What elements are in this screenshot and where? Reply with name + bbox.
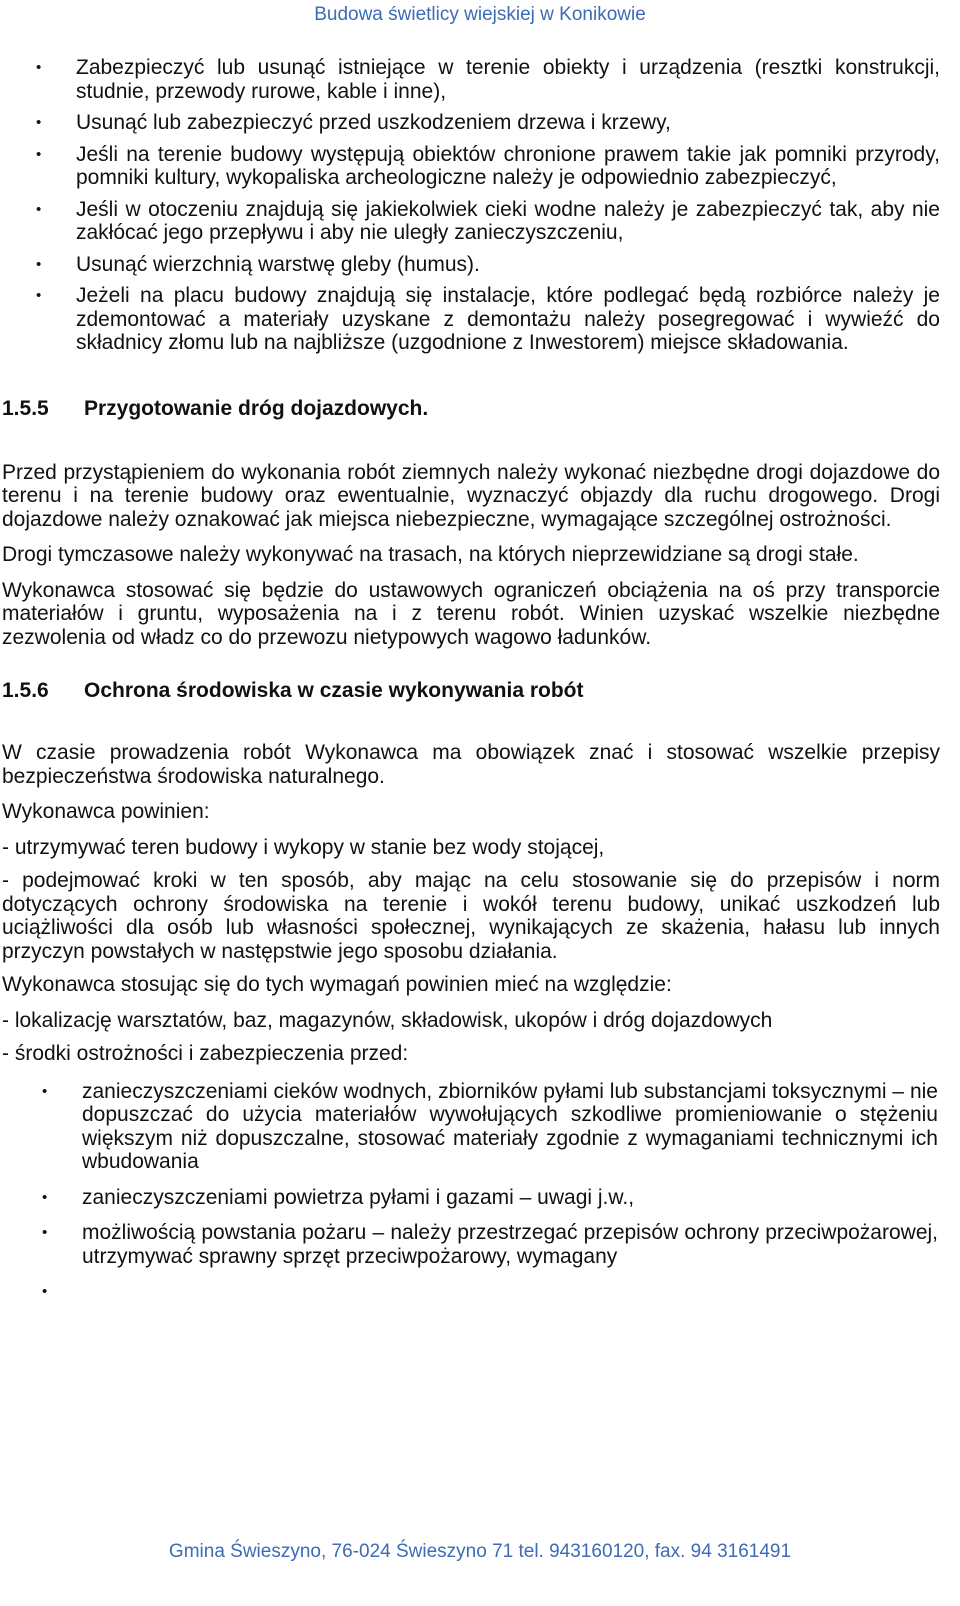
list-item [0,1280,960,1303]
list-item: • Jeśli na terenie budowy występują obiektów chronione prawem takie jak pomniki przyrody, pomniki kultury, wykopaliska archeologiczne należy je odpowiednio zabezpieczyć, [36,142,940,189]
bullet-icon: • [36,145,42,163]
section-number: 1.5.6 [2,679,49,702]
page-header: Budowa świetlicy wiejskiej w Konikowie [314,4,646,25]
bullet-icon: • [36,287,42,304]
list-item: • Usunąć lub zabezpieczyć przed uszkodzeniem drzewa i krzewy, [36,111,671,134]
bullet-icon: • [42,1224,48,1241]
dash-item: - lokalizację warsztatów, baz, magazynów, składowisk, ukopów i dróg dojazdowych [2,1008,773,1032]
paragraph: W czasie prowadzenia robót Wykonawca ma obowiązek znać i stosować wszelkie przepisy bezpieczeństwa środowiska naturalnego. [2,741,940,788]
dash-item: - podejmować kroki w ten sposób, aby mając na celu stosowanie się do przepisów i norm dotyczących ochrony środowiska na terenie i wokół terenu budowy, unikać uszkodzeń lub uciążliwości dla osób lub własności społecznej, wynikających ze skażenia, hałasu lub innych przyczyn powstałych w następstwie jego sposobu działania. [2,869,940,963]
list-item: • zanieczyszczeniami powietrza pyłami i gazami – uwagi j.w., [42,1185,635,1209]
dash-item: - utrzymywać teren budowy i wykopy w stanie bez wody stojącej, [2,835,605,859]
bullet-icon: • [36,59,42,76]
bullet-icon: • [42,1188,48,1206]
section-title: Przygotowanie dróg dojazdowych. [84,396,429,420]
section-heading-1-5-5 [0,397,960,421]
dash-item: - środki ostrożności i zabezpieczenia przed: [2,1042,409,1065]
section-title: Ochrona środowiska w czasie wykonywania robót [84,679,584,702]
list-item: • Jeśli w otoczeniu znajdują się jakiekolwiek cieki wodne należy je zabezpieczyć tak, aby nie zakłócać jego przepływu i aby nie uległy zanieczyszczeniu, [36,197,940,244]
list-item: • możliwością powstania pożaru – należy przestrzegać przepisów ochrony przeciwpożarowej, utrzymywać sprawny sprzęt przeciwpożarowy, wymagany [42,1221,938,1268]
section-number: 1.5.5 [2,396,49,420]
document-body [0,56,960,1315]
protection-bullet-list [0,1080,960,1304]
section-1-5-5-body [0,461,960,650]
bullet-icon: • [36,114,42,131]
bullet-icon: • [36,255,42,273]
bullet-icon: • [36,200,42,218]
paragraph: Przed przystąpieniem do wykonania robót ziemnych należy wykonać niezbędne drogi dojazdowe do terenu i na terenie budowy oraz ewentualnie, wyznaczyć objazdy dla ruchu drogowego. Drogi dojazdowe należy oznakować jak miejsca niebezpieczne, wymagające szczególnej ostrożności. [2,460,940,531]
paragraph: Wykonawca stosując się do tych wymagań powinien mieć na względzie: [2,973,672,996]
section-heading-1-5-6 [0,679,960,703]
page-footer: Gmina Świeszyno, 76-024 Świeszyno 71 tel. 943160120, fax. 94 3161491 [168,1541,792,1562]
bullet-icon: • [42,1283,48,1300]
paragraph: Wykonawca powinien: [2,800,210,823]
preparation-bullet-list [0,56,960,355]
list-item: • Usunąć wierzchnią warstwę gleby (humus). [36,252,480,276]
paragraph: Drogi tymczasowe należy wykonywać na trasach, na których nieprzewidziane są drogi stałe. [2,543,859,566]
paragraph: Wykonawca stosować się będzie do ustawowych ograniczeń obciążenia na oś przy transporcie materiałów i gruntu, wyposażenia na i z terenu robót. Winien uzyskać wszelkie niezbędne zezwolenia od władz co do przewozu nietypowych wagowo ładunków. [2,578,940,649]
list-item: • Zabezpieczyć lub usunąć istniejące w terenie obiekty i urządzenia (resztki konstrukcji, studnie, przewody rurowe, kable i inne), [36,56,940,103]
list-item: • zanieczyszczeniami cieków wodnych, zbiorników pyłami lub substancjami toksycznymi – nie dopuszczać do użycia materiałów wywołujących szkodliwe promieniowanie o stężeniu większym niż dopuszczalne, stosować materiały zgodnie z wymaganiami technicznymi ich wbudowania [42,1079,938,1173]
bullet-icon: • [42,1082,48,1100]
section-1-5-6-body [0,741,960,1303]
list-item: • Jeżeli na placu budowy znajdują się instalacje, które podlegać będą rozbiórce należy je zdemontować a materiały uzyskane z demontażu należy posegregować i wywieźć do składnicy złomu lub na najbliższe (uzgodnione z Inwestorem) miejsce składowania. [36,284,940,354]
